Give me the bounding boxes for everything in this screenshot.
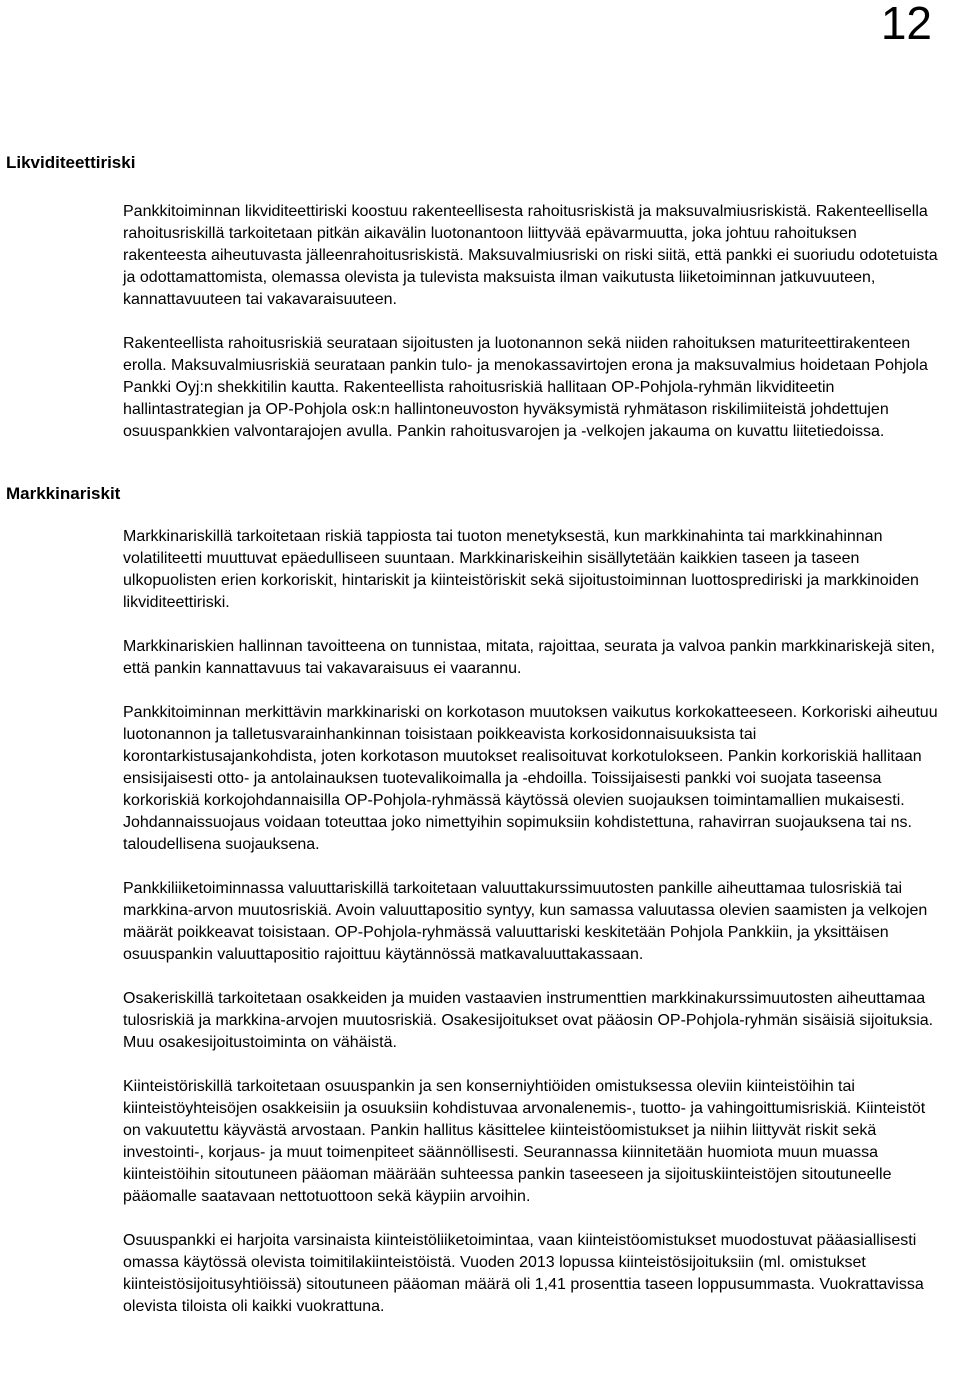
section-body-likviditeettiriski (123, 201, 943, 443)
paragraph: Kiinteistöriskillä tarkoitetaan osuuspankin ja sen konserniyhtiöiden omistuksessa oleviin kiinteistöihin tai kiinteistöyhteisöjen osakkeisiin ja osuuksiin kohdistuvaa arvonalenemis-, tuotto- ja vahingoittumisriskiä. Kiinteistöt on vakuutettu käyvästä arvostaan. Pankin hallitus käsittelee kiinteistöomistukset ja niihin liittyvät riskit sekä investointi-, korjaus- ja muut toimenpiteet säännöllisesti. Seurannassa kiinnitetään huomiota muun muassa kiinteistöihin sitoutuneen pääoman määrään suhteessa pankin taseeseen ja sijoituskiinteistöjen sitoutuneelle pääomalle saatavaan nettotuottoon sekä käypiin arvoihin. (123, 1078, 926, 1205)
section-heading-likviditeettiriski: Likviditeettiriski (6, 153, 136, 172)
paragraph: Pankkiliiketoiminnassa valuuttariskillä tarkoitetaan valuuttakurssimuutosten pankille aiheuttamaa tulosriskiä tai markkina-arvon muutosriskiä. Avoin valuuttapositio syntyy, kun samassa valuutassa olevien saamisten ja velkojen määrät poikkeavat toisistaan. OP-Pohjola-ryhmässä valuuttariski keskitetään Pohjola Pankkiin, ja yksittäisen osuuspankin valuuttapositio rajoittuu käytännössä matkavaluuttakassaan. (123, 880, 928, 963)
paragraph: Pankkitoiminnan likviditeettiriski koostuu rakenteellisesta rahoitusriskistä ja maksuvalmiusriskistä. Rakenteellisella rahoitusriskillä tarkoitetaan pitkän aikavälin luotonantoon liittyvää epävarmuutta, joka johtuu rahoituksen rakenteesta aiheutuvasta jälleenrahoitusriskistä. Maksuvalmiusriski on riski siitä, että pankki ei suoriudu odotetuista ja odottamattomista, olemassa olevista ja tulevista maksuista ilman vaikutusta liiketoiminnan jatkuvuuteen, kannattavuuteen tai vakavaraisuuteen. (123, 203, 938, 308)
paragraph: Osuuspankki ei harjoita varsinaista kiinteistöliiketoimintaa, vaan kiinteistöomistukset muodostuvat pääasiallisesti omassa käytössä olevista toimitilakiinteistöistä. Vuoden 2013 lopussa kiinteistösijoituksiin (ml. omistukset kiinteistösijoitusyhtiöissä) sitoutuneen pääoman määrä oli 1,41 prosenttia taseen loppusummasta. Vuokrattavissa olevista tiloista oli kaikki vuokrattuna. (123, 1232, 924, 1315)
paragraph: Pankkitoiminnan merkittävin markkinariski on korkotason muutoksen vaikutus korkokatteeseen. Korkoriski aiheutuu luotonannon ja talletusvarainhankinnan toisistaan poikkeavista korkosidonnaisuuksista tai korontarkistusajankohdista, joten korkotason muutokset realisoituvat korkotulokseen. Pankin korkoriskiä hallitaan ensisijaisesti otto- ja antolainauksen tuotevalikoimalla ja -ehdoilla. Toissijaisesti pankki voi suojata taseensa korkoriskiä korkojohdannaisilla OP-Pohjola-ryhmässä käytössä olevien suojauksen toimintamallien mukaisesti. Johdannaissuojaus voidaan toteuttaa joko nimettyihin sopimuksiin kohdistettuna, rahavirran suojauksena tai ns. taloudellisena suojauksena. (123, 704, 938, 853)
paragraph: Rakenteellista rahoitusriskiä seurataan sijoitusten ja luotonannon sekä niiden rahoituksen maturiteettirakenteen erolla. Maksuvalmiusriskiä seurataan pankin tulo- ja menokassavirtojen erona ja maksuvalmius hoidetaan Pohjola Pankki Oyj:n shekkitilin kautta. Rakenteellista rahoitusriskiä hallitaan OP-Pohjola-ryhmän likviditeetin hallintastrategian ja OP-Pohjola osk:n hallintoneuvoston hyväksymistä ryhmätason riskilimiiteistä johdettujen osuuspankkien valvontarajojen avulla. Pankin rahoitusvarojen ja -velkojen jakauma on kuvattu liitetiedoissa. (123, 335, 928, 440)
section-body-markkinariskit (123, 526, 943, 1318)
page-number: 12 (880, 0, 932, 49)
paragraph: Markkinariskillä tarkoitetaan riskiä tappiosta tai tuoton menetyksestä, kun markkinahinta tai markkinahinnan volatiliteetti muuttuvat epäedulliseen suuntaan. Markkinariskeihin sisällytetään kaikkien taseen ja taseen ulkopuolisten erien korkoriskit, hintariskit ja kiinteistöriskit sekä sijoitustoiminnan luottosprediriski ja markkinoiden likviditeettiriski. (123, 528, 919, 611)
paragraph: Markkinariskien hallinnan tavoitteena on tunnistaa, mitata, rajoittaa, seurata ja valvoa pankin markkinariskejä siten, että pankin kannattavuus tai vakavaraisuus ei vaarannu. (123, 638, 935, 677)
section-heading-markkinariskit: Markkinariskit (6, 484, 121, 503)
paragraph: Osakeriskillä tarkoitetaan osakkeiden ja muiden vastaavien instrumenttien markkinakurssimuutosten aiheuttamaa tulosriskiä ja markkina-arvojen muutosriskiä. Osakesijoitukset ovat pääosin OP-Pohjola-ryhmän sisäisiä sijoituksia. Muu osakesijoitustoiminta on vähäistä. (123, 990, 934, 1051)
